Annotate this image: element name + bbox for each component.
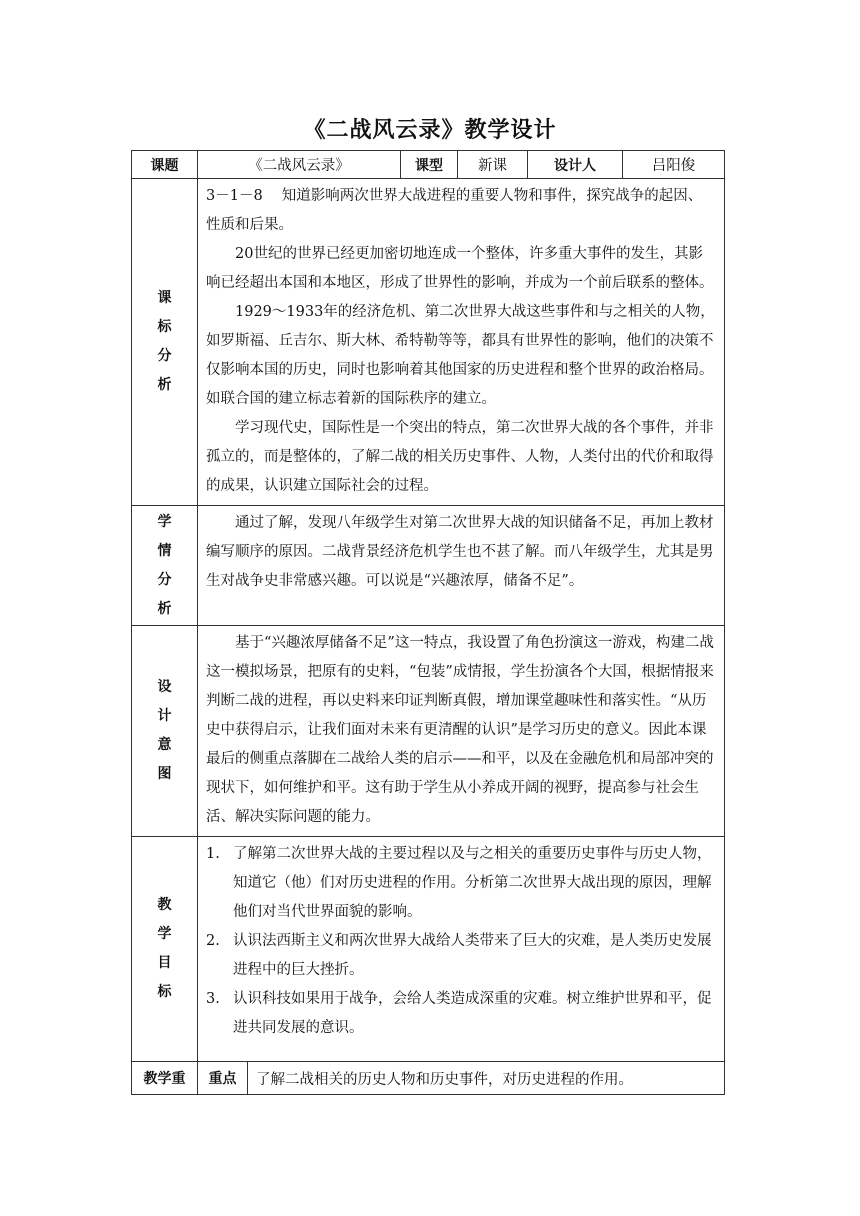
topic-value: 《二战风云录》 xyxy=(198,151,401,179)
label-char: 析 xyxy=(157,600,172,617)
item-number: 1. xyxy=(206,846,220,862)
design-intent-row xyxy=(132,626,725,837)
paragraph: 20世纪的世界已经更加密切地连成一个整体，许多重大事件的发生，其影响已经超出本国和本地区，形成了世界性的影响，并成为一个前后联系的整体。 xyxy=(206,246,714,291)
designer-label: 设计人 xyxy=(528,151,623,179)
curriculum-analysis-label xyxy=(132,179,198,506)
student-analysis-label xyxy=(132,506,198,626)
lesson-design-table xyxy=(131,150,725,1095)
header-row xyxy=(132,151,725,179)
paragraph: 1929～1933年的经济危机、第二次世界大战这些事件和与之相关的人物，如罗斯福、丘吉尔、斯大林、希特勒等等，都具有世界性的影响，他们的决策不仅影响本国的历史，同时也影响着其他国家的历史进程和整个世界的政治格局。如联合国的建立标志着新的国际秩序的建立。 xyxy=(206,304,715,407)
item-text: 了解第二次世界大战的主要过程以及与之相关的重要历史事件与历史人物，知道它（他）们对历史进程的作用。分析第二次世界大战出现的原因，理解他们对当代世界面貌的影响。 xyxy=(233,846,712,920)
type-value: 新课 xyxy=(458,151,528,179)
paragraph: 学习现代史，国际性是一个突出的特点，第二次世界大战的各个事件，并非孤立的，而是整体的，了解二战的相关历史事件、人物，人类付出的代价和取得的成果，认识建立国际社会的过程。 xyxy=(206,420,714,494)
list-item xyxy=(206,985,716,1043)
curriculum-analysis-row xyxy=(132,179,725,506)
teaching-objectives-content xyxy=(198,837,725,1062)
label-char: 计 xyxy=(157,708,172,724)
list-item xyxy=(206,840,716,927)
teaching-objectives-row xyxy=(132,837,725,1062)
key-points-text: 了解二战相关的历史人物和历史事件，对历史进程的作用。 xyxy=(248,1062,725,1095)
label-char: 学 xyxy=(157,926,172,942)
key-points-row xyxy=(132,1062,725,1095)
item-text: 认识法西斯主义和两次世界大战给人类带来了巨大的灾难，是人类历史发展进程中的巨大挫折。 xyxy=(233,933,712,978)
type-label: 课型 xyxy=(401,151,458,179)
label-char: 分 xyxy=(157,571,172,588)
item-number: 2. xyxy=(206,933,220,949)
list-item xyxy=(206,927,716,985)
designer-value: 吕阳俊 xyxy=(623,151,725,179)
page-title: 《二战风云录》教学设计 xyxy=(303,118,557,143)
curriculum-analysis-content xyxy=(198,179,725,506)
item-text: 认识科技如果用于战争，会给人类造成深重的灾难。树立维护世界和平，促进共同发展的意识。 xyxy=(233,991,712,1036)
student-analysis-content xyxy=(198,506,725,626)
label-char: 学 xyxy=(157,513,172,530)
teaching-objectives-label xyxy=(132,837,198,1062)
label-char: 析 xyxy=(157,377,172,393)
label-char: 标 xyxy=(157,984,172,1000)
label-char: 标 xyxy=(157,319,172,335)
paragraph: 通过了解，发现八年级学生对第二次世界大战的知识储备不足，再加上教材编写顺序的原因。二战背景经济危机学生也不甚了解。而八年级学生，尤其是男生对战争史非常感兴趣。可以说是“兴趣浓厚，储备不足”。 xyxy=(206,515,714,589)
paragraph: 基于“兴趣浓厚储备不足”这一特点，我设置了角色扮演这一游戏，构建二战这一模拟场景，把原有的史料，“包装”成情报，学生扮演各个大国，根据情报来判断二战的进程，再以史料来印证判断真假，增加课堂趣味性和落实性。“从历史中获得启示，让我们面对未来有更清醒的认识”是学习历史的意义。因此本课最后的侧重点落脚在二战给人类的启示——和平，以及在金融危机和局部冲突的现状下，如何维护和平。这有助于学生从小养成开阔的视野，提高参与社会生活、解决实际问题的能力。 xyxy=(206,635,714,825)
key-points-sublabel: 重点 xyxy=(198,1062,248,1095)
design-intent-content xyxy=(198,626,725,837)
item-number: 3. xyxy=(206,991,220,1007)
label-char: 情 xyxy=(157,542,172,559)
key-points-label: 教学重 xyxy=(132,1062,198,1095)
label-char: 意 xyxy=(157,737,172,753)
design-intent-label xyxy=(132,626,198,837)
label-char: 图 xyxy=(157,766,172,782)
topic-label: 课题 xyxy=(132,151,198,179)
student-analysis-row xyxy=(132,506,725,626)
label-char: 设 xyxy=(157,679,172,695)
label-char: 目 xyxy=(157,955,172,971)
label-char: 课 xyxy=(157,290,172,306)
label-char: 教 xyxy=(157,897,172,913)
paragraph: 3－1－8 知道影响两次世界大战进程的重要人物和事件，探究战争的起因、性质和后果。 xyxy=(206,188,703,233)
label-char: 分 xyxy=(157,348,172,364)
objectives-list xyxy=(206,840,716,1043)
